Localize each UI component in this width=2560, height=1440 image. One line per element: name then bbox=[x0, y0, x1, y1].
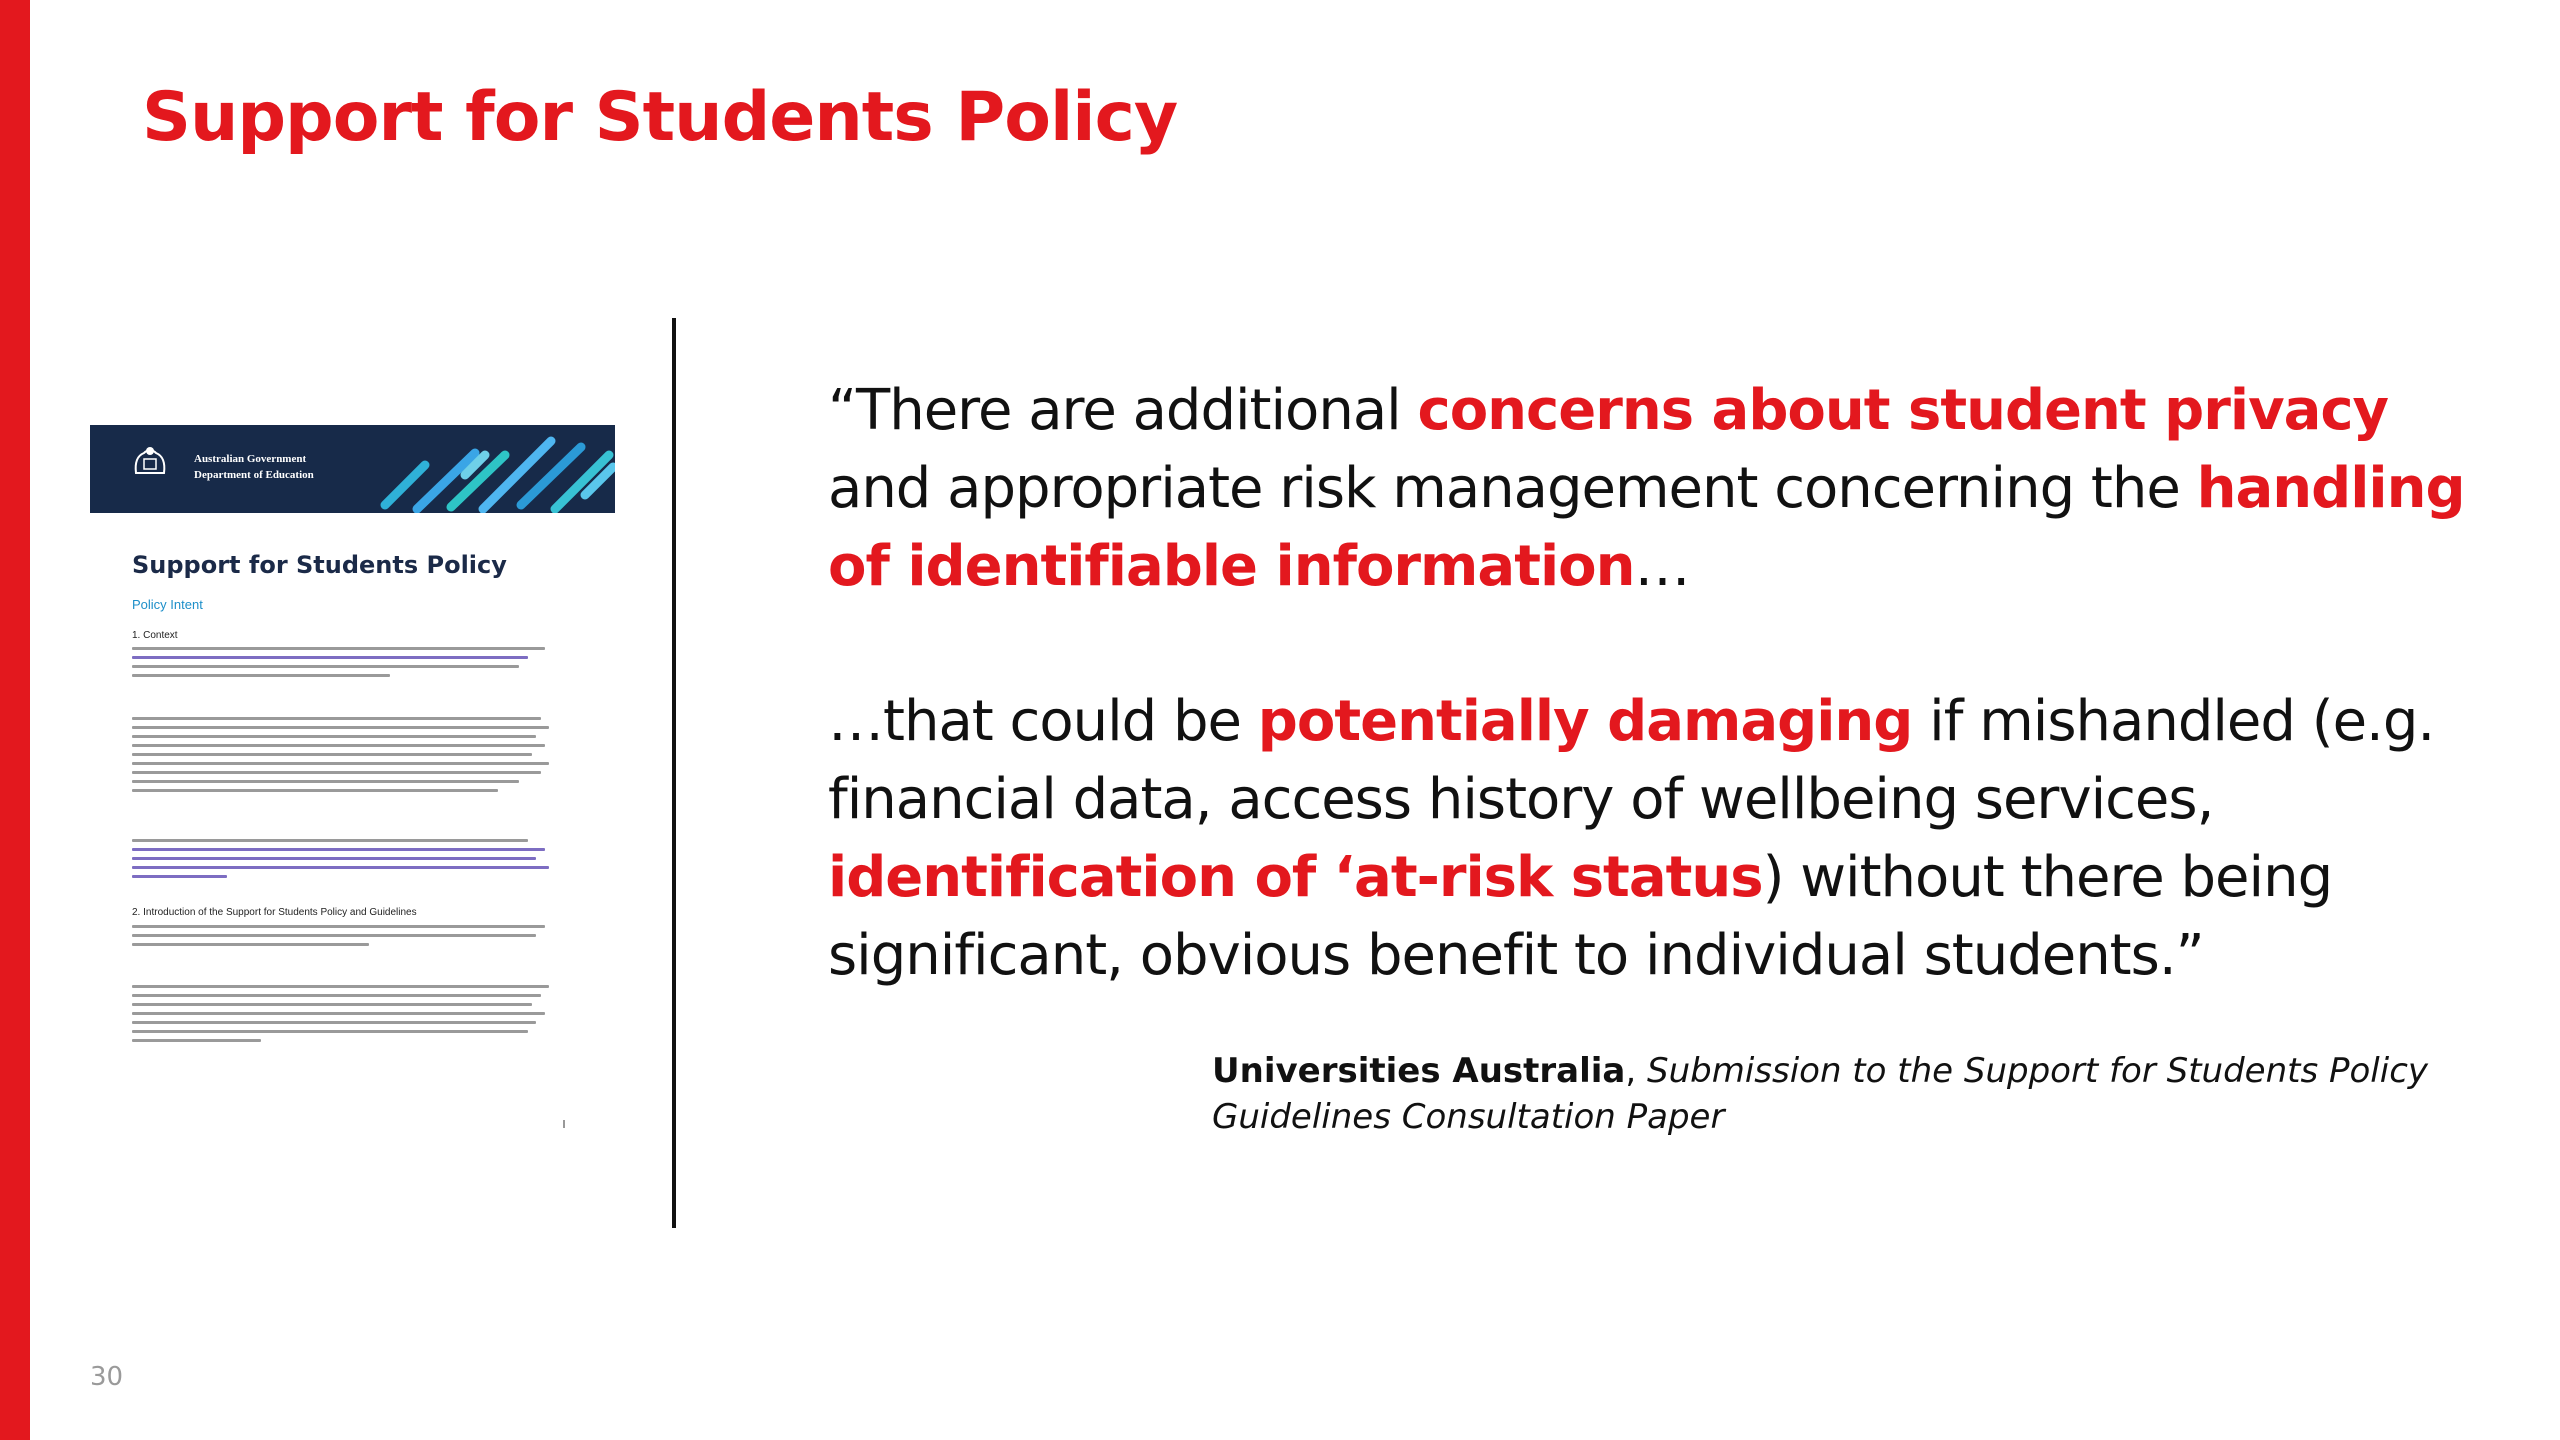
attribution-title: Submission to the Support for Students Policy bbox=[1647, 1051, 2429, 1091]
quote-paragraph-2 bbox=[828, 683, 2468, 995]
document-body-text bbox=[132, 985, 562, 1048]
quote-text: and appropriate risk management concerning the bbox=[828, 456, 2197, 521]
quote-highlight: identification of ‘at-risk status bbox=[828, 845, 1763, 910]
attribution-separator: , bbox=[1625, 1051, 1647, 1091]
attribution-organization: Universities Australia bbox=[1212, 1051, 1626, 1091]
vertical-divider bbox=[672, 318, 676, 1228]
document-agency-name bbox=[194, 451, 314, 483]
document-title: Support for Students Policy bbox=[132, 551, 507, 579]
document-header-banner bbox=[90, 425, 615, 513]
quote-highlight: potentially damaging bbox=[1257, 689, 1913, 754]
document-body-text bbox=[132, 717, 562, 798]
attribution-line-2: Guidelines Consultation Paper bbox=[1212, 1097, 1725, 1137]
slide-title: Support for Students Policy bbox=[142, 78, 1178, 157]
document-section-2-heading: 2. Introduction of the Support for Students Policy and Guidelines bbox=[132, 907, 417, 918]
attribution-line-1 bbox=[1212, 1048, 2492, 1094]
quote-attribution bbox=[1212, 1048, 2492, 1140]
document-section-1-heading: 1. Context bbox=[132, 630, 178, 641]
policy-document-thumbnail bbox=[90, 425, 615, 1145]
decorative-stripes bbox=[355, 425, 615, 513]
quote-text: ) without there being significant, obvious benefit to individual students.” bbox=[828, 845, 2333, 988]
quote-highlight: concerns about student privacy bbox=[1417, 378, 2389, 443]
document-body-text bbox=[132, 925, 562, 952]
quote-text: if mishandled (e.g. financial data, access history of wellbeing services, bbox=[828, 689, 2435, 832]
agency-line-1: Australian Government bbox=[194, 453, 307, 465]
page-number: 30 bbox=[90, 1362, 124, 1392]
quote-paragraph-1 bbox=[828, 372, 2468, 606]
document-subtitle: Policy Intent bbox=[132, 597, 203, 612]
coat-of-arms-icon bbox=[130, 443, 170, 481]
document-page-mark bbox=[563, 1120, 565, 1128]
agency-line-2: Department of Education bbox=[194, 469, 314, 481]
quote-highlight: handling of identifiable information bbox=[828, 456, 2465, 599]
quote-text: … bbox=[1634, 534, 1690, 599]
document-body-text bbox=[132, 839, 562, 884]
accent-bar bbox=[0, 0, 30, 1440]
policy-quote bbox=[828, 372, 2468, 995]
quote-text: “There are additional bbox=[828, 378, 1418, 443]
quote-text: …that could be bbox=[828, 689, 1258, 754]
document-body-text bbox=[132, 647, 562, 683]
